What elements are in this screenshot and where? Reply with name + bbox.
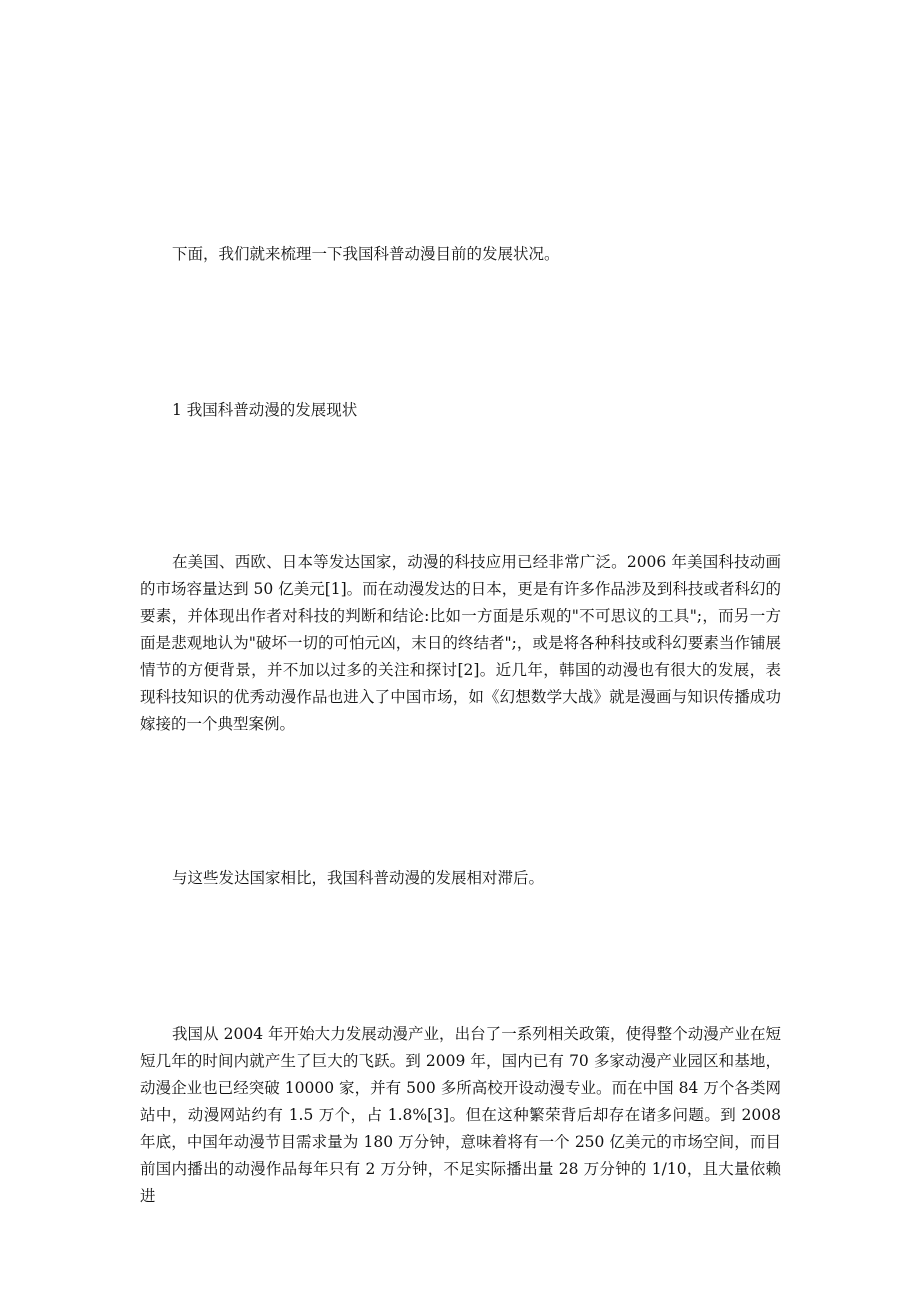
section-heading: 1 我国科普动漫的发展现状 <box>172 401 358 419</box>
paragraph-intro: 下面，我们就来梳理一下我国科普动漫目前的发展状况。 <box>172 245 560 263</box>
paragraph-comparison: 与这些发达国家相比，我国科普动漫的发展相对滞后。 <box>172 869 545 887</box>
paragraph-developed-countries: 在美国、西欧、日本等发达国家，动漫的科技应用已经非常广泛。2006 年美国科技动画的市场容量达到 50 亿美元[1]。而在动漫发达的日本，更是有许多作品涉及到科技或者科幻的要素，并体现出作者对科技的判断和结论:比如一方面是乐观的"不可思议的工具";，而另一方面是悲观地认为"破坏一切的可怕元凶，末日的终结者";，或是将各种科技或科幻要素当作铺展情节的方便背景，并不加以过多的关注和探讨[2]。近几年，韩国的动漫也有很大的发展，表现科技知识的优秀动漫作品也进入了中国市场，如《幻想数学大战》就是漫画与知识传播成功嫁接的一个典型案例。 <box>140 553 781 733</box>
paragraph-china-industry: 我国从 2004 年开始大力发展动漫产业，出台了一系列相关政策，使得整个动漫产业在短短几年的时间内就产生了巨大的飞跃。到 2009 年，国内已有 70 多家动漫产业园区和基地，动漫企业也已经突破 10000 家，并有 500 多所高校开设动漫专业。而在中国 84 万个各类网站中，动漫网站约有 1.5 万个，占 1.8%[3]。但在这种繁荣背后却存在诸多问题。到 2008 年底，中国年动漫节目需求量为 180 万分钟，意味着将有一个 250 亿美元的市场空间，而目前国内播出的动漫作品每年只有 2 万分钟，不足实际播出量 28 万分钟的 1/10，且大量依赖进 <box>140 1025 781 1205</box>
